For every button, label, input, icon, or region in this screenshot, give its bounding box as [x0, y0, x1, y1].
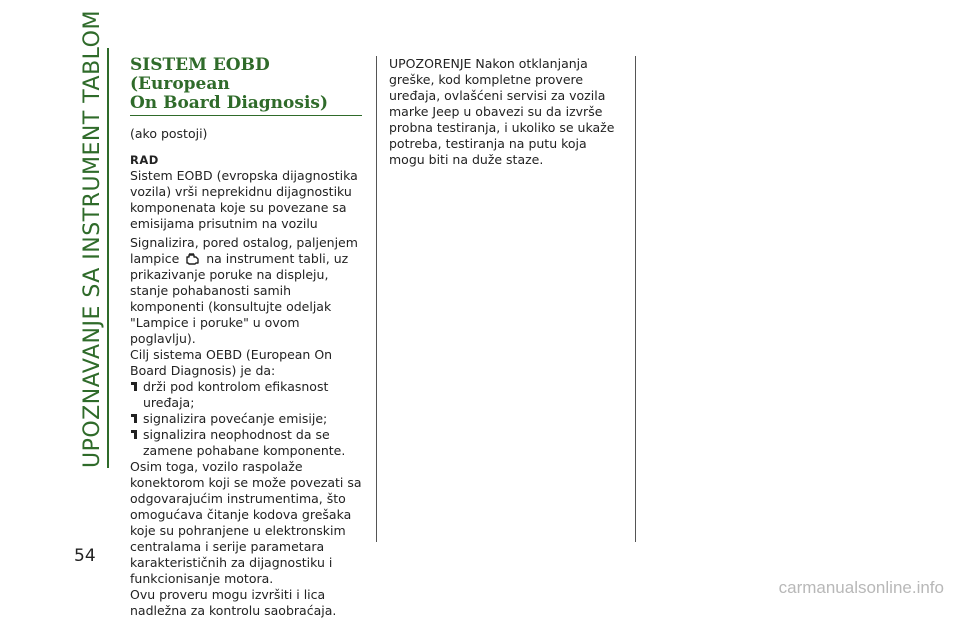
heading-line-2: On Board Diagnosis) [130, 93, 329, 113]
bullet-icon [131, 414, 137, 423]
paragraph-4: Osim toga, vozilo raspolaže konektorom koji se može povezati sa odgovarajućim instrumentima, što omogućava čitanje kodova grešaka koje su pohranjene u elektronskim centralama i serije parametara karakterističnih za dijagnostiku i funkcionisanje motora. [130, 459, 362, 586]
availability-note: (ako postoji) [130, 126, 208, 141]
list-item-text: signalizira neophodnost da se zamene pohabane komponente. [143, 427, 346, 458]
bullet-icon [131, 382, 137, 391]
section-side-rule [107, 48, 109, 468]
heading-underline [130, 115, 362, 116]
list-item-text: drži pod kontrolom efikasnost uređaja; [143, 379, 329, 410]
page-number: 54 [74, 546, 96, 566]
paragraph-3: Cilj sistema OEBD (European On Board Diagnosis) je da: [130, 347, 333, 378]
paragraph-1: Sistem EOBD (evropska dijagnostika vozila) vrši neprekidnu dijagnostiku komponenata koje su povezane sa emisijama prisutnim na vozilu [130, 168, 358, 231]
watermark-link[interactable]: carmanualsonline.info [778, 578, 944, 597]
list-item-text: signalizira povećanje emisije; [143, 411, 328, 426]
paragraph-2-start: Signalizira, pored ostalog, paljenjem lampice [130, 235, 358, 266]
section-heading [130, 56, 366, 113]
right-column [389, 56, 625, 168]
bullet-icon [131, 430, 137, 439]
list-item [130, 411, 366, 427]
subsection-label: RAD [130, 153, 159, 167]
heading-line-1: SISTEM EOBD (European [130, 55, 270, 94]
section-title-vertical: UPOZNAVANJE SA INSTRUMENT TABLOM [80, 10, 105, 468]
engine-warning-icon [185, 253, 200, 266]
paragraph-5: Ovu proveru mogu izvršiti i lica nadležna za kontrolu saobraćaja. [130, 587, 337, 618]
paragraph-2-end: na instrument tabli, uz prikazivanje poruke na displeju, stanje pohabanosti samih komponenti (konsultujte odeljak "Lampice i poruke" u ovom poglavlju). [130, 251, 349, 346]
column-divider-right [635, 56, 636, 542]
paragraph-2 [130, 235, 366, 347]
list-item [130, 427, 366, 459]
left-column [130, 56, 366, 619]
list-item [130, 379, 366, 411]
column-divider-left [376, 56, 377, 542]
warning-paragraph: UPOZORENJE Nakon otklanjanja greške, kod kompletne provere uređaja, ovlašćeni servisi za vozila marke Jeep u obavezi su da izvrše probna testiranja, i ukoliko se ukaže potreba, testiranja na putu koja mogu biti na duže staze. [389, 56, 615, 167]
